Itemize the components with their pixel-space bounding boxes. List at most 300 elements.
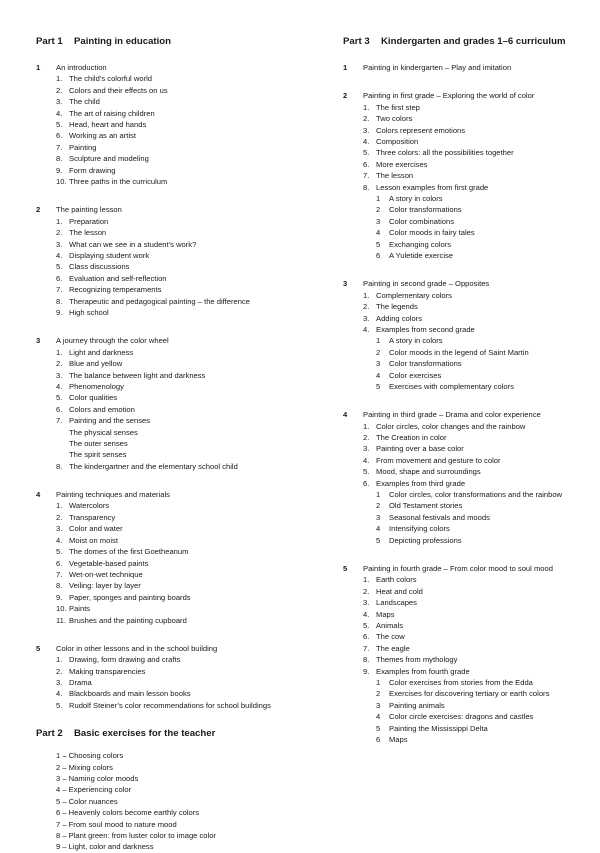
subsection-row: [376, 723, 588, 734]
part1-heading: [36, 36, 326, 48]
section-row: [56, 142, 326, 153]
chapter-title: The painting lesson: [56, 205, 122, 215]
section-row: [56, 677, 326, 688]
section-entry: [56, 250, 326, 261]
subsection-number: 5: [376, 239, 381, 249]
section-list: [36, 654, 326, 711]
section-number: 3.: [56, 97, 63, 107]
section-list: [36, 73, 326, 187]
section-row: [56, 273, 326, 284]
section-title: Preparation: [69, 216, 109, 226]
section-number: 6.: [56, 558, 63, 568]
section-title: What can we see in a student’s work?: [69, 239, 197, 249]
section-row: [56, 546, 326, 557]
section-entry: [56, 239, 326, 250]
subsection-row: [376, 677, 588, 688]
subsection-row: [376, 688, 588, 699]
section-number: 1.: [56, 347, 63, 357]
subsection-title: Painting animals: [389, 700, 445, 710]
section-entry: [56, 666, 326, 677]
section-title: High school: [69, 308, 109, 318]
section-number: 2.: [56, 85, 63, 95]
chapter-title: Painting in third grade – Drama and color experience: [363, 410, 541, 420]
subsection-number: 1: [376, 193, 381, 203]
subsection-title: Color transformations: [389, 205, 462, 215]
subsection-row: [376, 535, 588, 546]
exercise-item: 5 – Color nuances: [56, 796, 118, 806]
subsection-title: Seasonal festivals and moods: [389, 512, 490, 522]
section-row: [56, 603, 326, 614]
section-row: [56, 500, 326, 511]
section-entry: [363, 313, 588, 324]
section-number: 6.: [363, 159, 370, 169]
chapter: [343, 90, 588, 261]
section-entry: [56, 307, 326, 318]
section-title: Transparency: [69, 512, 116, 522]
section-entry: [363, 290, 588, 301]
section-entry: [56, 153, 326, 164]
section-title: Wet-on-wet technique: [69, 569, 143, 579]
chapter-number: 3: [343, 279, 348, 289]
section-number: 4.: [363, 609, 370, 619]
chapter-title: Painting in first grade – Exploring the world of color: [363, 91, 535, 101]
section-title: The cow: [376, 632, 405, 642]
section-title: The first step: [376, 102, 420, 112]
part2-title: Basic exercises for the teacher: [74, 728, 216, 740]
section-row: [56, 96, 326, 107]
section-title: Two colors: [376, 114, 413, 124]
section-entry: [56, 558, 326, 569]
section-number: 5.: [56, 393, 63, 403]
section-entry: [363, 324, 588, 392]
chapter-heading: [343, 409, 588, 420]
section-title: Adding colors: [376, 313, 423, 323]
section-entry: [363, 586, 588, 597]
section-entry: [56, 130, 326, 141]
subsection-row: [376, 700, 588, 711]
part2-heading: [36, 728, 326, 740]
chapter-title: Painting in kindergarten – Play and imitation: [363, 63, 512, 72]
section-row: [363, 182, 588, 193]
section-number: 4.: [363, 136, 370, 146]
chapter-number: 2: [343, 91, 348, 101]
subsection-title: Color exercises: [389, 370, 442, 380]
section-entry: [363, 631, 588, 642]
section-number: 5.: [363, 148, 370, 158]
section-entry: [56, 261, 326, 272]
part3-title: Kindergarten and grades 1–6 curriculum: [381, 36, 566, 47]
section-title: Watercolors: [69, 501, 110, 511]
section-number: 9.: [56, 165, 63, 175]
section-title: Making transparencies: [69, 666, 146, 676]
subsection-list: [363, 677, 588, 745]
part1-label: Part 1: [36, 36, 63, 47]
section-entry: [363, 170, 588, 181]
section-number: 6.: [363, 632, 370, 642]
section-number: 2.: [363, 586, 370, 596]
section-list: [36, 347, 326, 472]
section-number: 8.: [363, 655, 370, 665]
section-number: 4.: [56, 689, 63, 699]
section-number: 3.: [56, 678, 63, 688]
section-entry: [56, 535, 326, 546]
section-number: 6.: [56, 131, 63, 141]
section-title: Examples from third grade: [376, 478, 466, 488]
section-number: 7.: [56, 416, 63, 426]
subsection-title: Color combinations: [389, 216, 454, 226]
section-title: Light and darkness: [69, 347, 134, 357]
chapter-title: A journey through the color wheel: [56, 336, 169, 346]
section-number: 3.: [363, 598, 370, 608]
chapter: [36, 489, 326, 626]
section-title: Landscapes: [376, 598, 417, 608]
part2-label: Part 2: [36, 728, 63, 740]
section-title: The lesson: [376, 171, 414, 181]
section-entry: [363, 654, 588, 665]
section-number: 5.: [56, 262, 63, 272]
section-title: Vegetable-based paints: [69, 558, 149, 568]
section-entry: [363, 466, 588, 477]
section-number: 8.: [363, 182, 370, 192]
section-row: [56, 654, 326, 665]
section-entry: [56, 654, 326, 665]
section-row: [56, 415, 326, 426]
chapter-heading: [36, 62, 326, 73]
section-number: 2.: [56, 512, 63, 522]
section-title: Form drawing: [69, 165, 116, 175]
subsection-title: Color transformations: [389, 359, 462, 369]
section-row: [56, 461, 326, 472]
section-number: 1.: [363, 290, 370, 300]
section-title: Themes from mythology: [376, 655, 458, 665]
section-number: 1.: [56, 216, 63, 226]
section-row: [56, 558, 326, 569]
subsection-number: 5: [376, 535, 381, 545]
chapter: [36, 335, 326, 472]
chapter: [36, 204, 326, 318]
exercise-item: 8 – Plant green: from luster color to image color: [56, 831, 216, 841]
section-title: Painting: [69, 142, 97, 152]
section-row: [56, 615, 326, 626]
section-number: 5.: [56, 700, 63, 710]
exercise-item: 2 – Mixing colors: [56, 762, 113, 772]
subsection-row: [376, 250, 588, 261]
chapter-number: 4: [36, 490, 41, 500]
section-number: 4.: [363, 324, 370, 334]
section-row: [363, 466, 588, 477]
subsection-number: 2: [376, 347, 381, 357]
section-entry: [56, 700, 326, 711]
section-number: 10.: [56, 177, 67, 187]
chapter: [343, 278, 588, 392]
section-entry: [363, 455, 588, 466]
chapter: [343, 409, 588, 546]
chapter-title: Color in other lessons and in the school building: [56, 643, 218, 653]
chapter-heading: [36, 204, 326, 215]
section-number: 5.: [56, 120, 63, 130]
subsection-number: 3: [376, 700, 381, 710]
section-number: 7.: [56, 142, 63, 152]
section-number: 6.: [56, 273, 63, 283]
section-title: Sculpture and modeling: [69, 154, 149, 164]
section-entry: [56, 392, 326, 403]
section-title: Composition: [376, 136, 419, 146]
chapter: [36, 643, 326, 711]
section-title: Earth colors: [376, 575, 417, 585]
section-row: [363, 290, 588, 301]
subsection-row: [376, 193, 588, 204]
exercise-item: 6 – Heavenly colors become earthly colors: [56, 808, 200, 818]
section-title: Paper, sponges and painting boards: [69, 592, 191, 602]
section-row: [56, 119, 326, 130]
section-row: [56, 153, 326, 164]
section-row: [363, 631, 588, 642]
section-number: 4.: [56, 108, 63, 118]
section-row: [56, 130, 326, 141]
subsection-row: [376, 239, 588, 250]
section-number: 2.: [56, 228, 63, 238]
section-number: 3.: [363, 125, 370, 135]
section-row: [363, 620, 588, 631]
section-row: [363, 170, 588, 181]
section-entry: [363, 609, 588, 620]
chapter-heading: [343, 62, 588, 73]
section-title: Color qualities: [69, 393, 118, 403]
chapter-number: 2: [36, 205, 41, 215]
subsection-number: 3: [376, 216, 381, 226]
section-row: [56, 165, 326, 176]
section-row: [363, 125, 588, 136]
section-entry: [363, 620, 588, 631]
section-list: [343, 574, 588, 745]
section-entry: [363, 574, 588, 585]
part3-chapters: [343, 62, 588, 746]
section-title: Veiling: layer by layer: [69, 581, 141, 591]
section-entry: [363, 159, 588, 170]
section-entry: [363, 666, 588, 746]
section-list: [343, 290, 588, 393]
section-number: 6.: [56, 404, 63, 414]
section-row: [56, 73, 326, 84]
section-entry: [363, 443, 588, 454]
section-title: Recognizing temperaments: [69, 285, 162, 295]
section-number: 9.: [56, 308, 63, 318]
section-row: [363, 609, 588, 620]
section-number: 8.: [56, 296, 63, 306]
section-number: 4.: [363, 455, 370, 465]
subsection-row: [376, 347, 588, 358]
subsection-title: Painting the Mississippi Delta: [389, 723, 488, 733]
section-number: 5.: [363, 467, 370, 477]
section-entry: [363, 102, 588, 113]
section-row: [56, 239, 326, 250]
chapter-heading: [36, 643, 326, 654]
section-title: Rudolf Steiner’s color recommendations for school buildings: [69, 700, 271, 710]
section-row: [56, 176, 326, 187]
part1-chapters: [36, 62, 326, 711]
section-row: [363, 643, 588, 654]
section-title: Evaluation and self-reflection: [69, 273, 167, 283]
subsection-title: Exercises with complementary colors: [389, 381, 514, 391]
section-title: The child: [69, 97, 100, 107]
section-row: [56, 85, 326, 96]
section-entry: [363, 421, 588, 432]
section-title: Examples from fourth grade: [376, 666, 470, 676]
section-number: 8.: [56, 154, 63, 164]
section-title: Head, heart and hands: [69, 120, 147, 130]
section-row: [56, 700, 326, 711]
section-entry: [56, 592, 326, 603]
section-row: [363, 597, 588, 608]
subsection-row: [376, 358, 588, 369]
section-title: The domes of the first Goetheanum: [69, 547, 189, 557]
subsection-number: 4: [376, 712, 381, 722]
section-number: 2.: [56, 359, 63, 369]
section-entry: [363, 113, 588, 124]
section-title: More exercises: [376, 159, 428, 169]
section-number: 1.: [363, 102, 370, 112]
section-entry: [363, 478, 588, 546]
chapter-number: 3: [36, 336, 41, 346]
section-row: [363, 574, 588, 585]
section-row: [363, 455, 588, 466]
section-title: Blackboards and main lesson books: [69, 689, 191, 699]
subsection-number: 6: [376, 250, 381, 260]
section-entry: [56, 108, 326, 119]
section-title: The kindergartner and the elementary school child: [69, 461, 238, 471]
subsection-number: 4: [376, 370, 381, 380]
section-title: The eagle: [376, 643, 410, 653]
section-row: [56, 404, 326, 415]
section-title: Working as an artist: [69, 131, 136, 141]
section-row: [56, 227, 326, 238]
subsection-row: [376, 523, 588, 534]
section-entry: [56, 142, 326, 153]
exercise-item: 7 – From soul mood to nature mood: [56, 819, 177, 829]
section-row: [363, 136, 588, 147]
section-entry: [56, 603, 326, 614]
subsection-row: [376, 204, 588, 215]
section-entry: [56, 569, 326, 580]
subsection-title: Color exercises from stories from the Edda: [389, 678, 533, 688]
section-row: [56, 381, 326, 392]
part3-label: Part 3: [343, 36, 370, 47]
subsection-list: [363, 335, 588, 392]
section-list: [343, 102, 588, 262]
chapter-number: 1: [343, 63, 348, 72]
section-number: 3.: [363, 444, 370, 454]
subsection-title: Intensifying colors: [389, 524, 450, 534]
section-title: Displaying student work: [69, 250, 150, 260]
subsection-row: [376, 512, 588, 523]
exercise-item: 9 – Light, color and darkness: [56, 842, 154, 852]
subsection-row: [376, 335, 588, 346]
section-entry: [56, 415, 326, 461]
section-title: Brushes and the painting cupboard: [69, 615, 187, 625]
subsection-number: 4: [376, 228, 381, 238]
section-row: [56, 108, 326, 119]
section-row: [363, 586, 588, 597]
section-entry: [56, 273, 326, 284]
section-entry: [56, 176, 326, 187]
subsection-title: Exercises for discovering tertiary or earth colors: [389, 689, 550, 699]
section-number: 7.: [56, 285, 63, 295]
section-entry: [363, 125, 588, 136]
subsection-title: Color circle exercises: dragons and castles: [389, 712, 534, 722]
section-entry: [363, 182, 588, 262]
section-entry: [56, 615, 326, 626]
exercise-item: 1 – Choosing colors: [56, 751, 124, 761]
section-row: [56, 307, 326, 318]
section-row: [56, 535, 326, 546]
section-title: Painting and the senses: [69, 416, 151, 426]
section-number: 4.: [56, 381, 63, 391]
section-number: 1.: [56, 74, 63, 84]
section-title: The art of raising children: [69, 108, 155, 118]
section-row: [56, 392, 326, 403]
section-entry: [363, 136, 588, 147]
section-number: 9.: [56, 592, 63, 602]
section-row: [56, 284, 326, 295]
section-entry: [56, 546, 326, 557]
section-row: [363, 102, 588, 113]
section-entry: [56, 523, 326, 534]
section-number: 11.: [56, 615, 66, 625]
subsection-title: A Yuletide exercise: [389, 250, 454, 260]
section-list: [343, 421, 588, 546]
section-title: The legends: [376, 302, 418, 312]
section-row: [363, 443, 588, 454]
section-number: 7.: [363, 643, 370, 653]
chapter-title: Painting techniques and materials: [56, 490, 170, 500]
section-number: 10.: [56, 604, 67, 614]
section-title: Complementary colors: [376, 290, 452, 300]
section-title: Painting over a base color: [376, 444, 464, 454]
section-number: 5.: [56, 547, 63, 557]
section-row: [56, 512, 326, 523]
subsection-row: [376, 734, 588, 745]
section-entry: [363, 643, 588, 654]
subsection-list: [363, 489, 588, 546]
section-number: 1.: [56, 655, 63, 665]
section-entry: [56, 580, 326, 591]
subsection-title: A story in colors: [389, 193, 443, 203]
section-number: 2.: [363, 302, 370, 312]
section-number: 6.: [363, 478, 370, 488]
section-entry: [56, 347, 326, 358]
section-title: Blue and yellow: [69, 359, 123, 369]
section-number: 4.: [56, 250, 63, 260]
subsection-row: [376, 381, 588, 392]
section-row: [363, 654, 588, 665]
right-column: [343, 36, 588, 762]
part2-section: [36, 728, 326, 853]
section-number: 2.: [363, 114, 370, 124]
section-row: [56, 347, 326, 358]
section-number: 3.: [56, 524, 63, 534]
section-row: [363, 159, 588, 170]
chapter: [343, 563, 588, 746]
section-row: [56, 370, 326, 381]
section-entry: [56, 461, 326, 472]
chapter-number: 1: [36, 63, 41, 72]
section-title: Maps: [376, 609, 395, 619]
section-row: [56, 688, 326, 699]
section-row: [56, 250, 326, 261]
subsection-number: 3: [376, 512, 381, 522]
left-column: [36, 36, 326, 853]
section-number: 1.: [56, 501, 63, 511]
